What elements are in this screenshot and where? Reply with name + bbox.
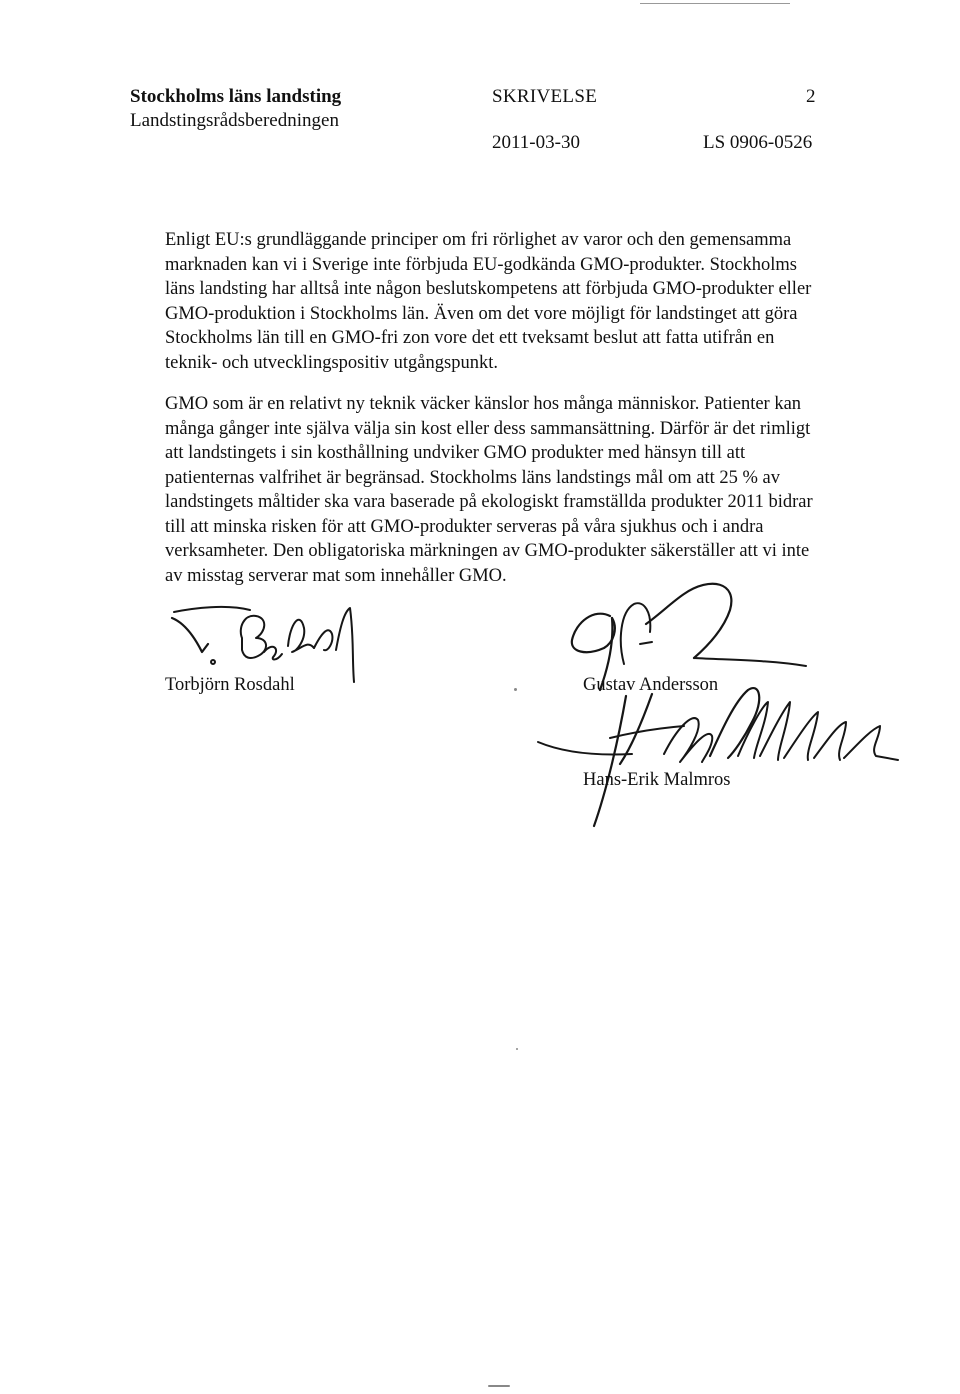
signature-name-3: Hans-Erik Malmros [583,770,731,790]
signature-malmros [534,682,904,832]
document-type: SKRIVELSE [492,86,598,107]
scan-speck [488,1385,510,1387]
body-paragraph-1: Enligt EU:s grundläggande principer om fri rörlighet av varor och den gemensamma marknaden kan vi i Sverige inte förbjuda EU-godkända GMO-produkter. Stockholms läns landsting har alltså inte någon beslutskompetens att förbjuda GMO-produkter eller GMO-produktion i Stockholms län. Även om det vore möjligt för landstinget att göra Stockholms län till en GMO-fri zon vore det ett tveksamt beslut att fatta utifrån en teknik- och utvecklingspositiv utgångspunkt. [165,230,812,373]
document-date: 2011-03-30 [492,132,580,153]
page-number: 2 [806,86,816,107]
scan-edge-mark [640,3,790,4]
organization-name: Stockholms läns landsting [130,86,342,107]
department-name: Landstingsrådsberedningen [130,110,339,131]
signature-name-2: Gustav Andersson [583,675,719,695]
body-paragraph-2: GMO som är en relativt ny teknik väcker känslor hos många människor. Patienter kan många gånger inte själva välja sin kost eller dess sammansättning. Därför är det rimligt att landstingets i sin kosthållning undviker GMO produkter med hänsyn till att patienternas valfrihet är begränsad. Stockholms läns landstings mål om att 25 % av landstingets måltider ska vara baserade på ekologiskt framställda produkter 2011 bidrar till att minska risken för att GMO-produkter serveras på våra sjukhus och i andra verksamheter. Den obligatoriska märkningen av GMO-produkter säkerställer att vi inte av misstag serverar mat som innehåller GMO. [165,394,813,586]
document-reference: LS 0906-0526 [703,132,813,153]
scan-speck [514,688,517,691]
scan-speck [516,1048,518,1050]
signature-name-1: Torbjörn Rosdahl [165,675,295,695]
